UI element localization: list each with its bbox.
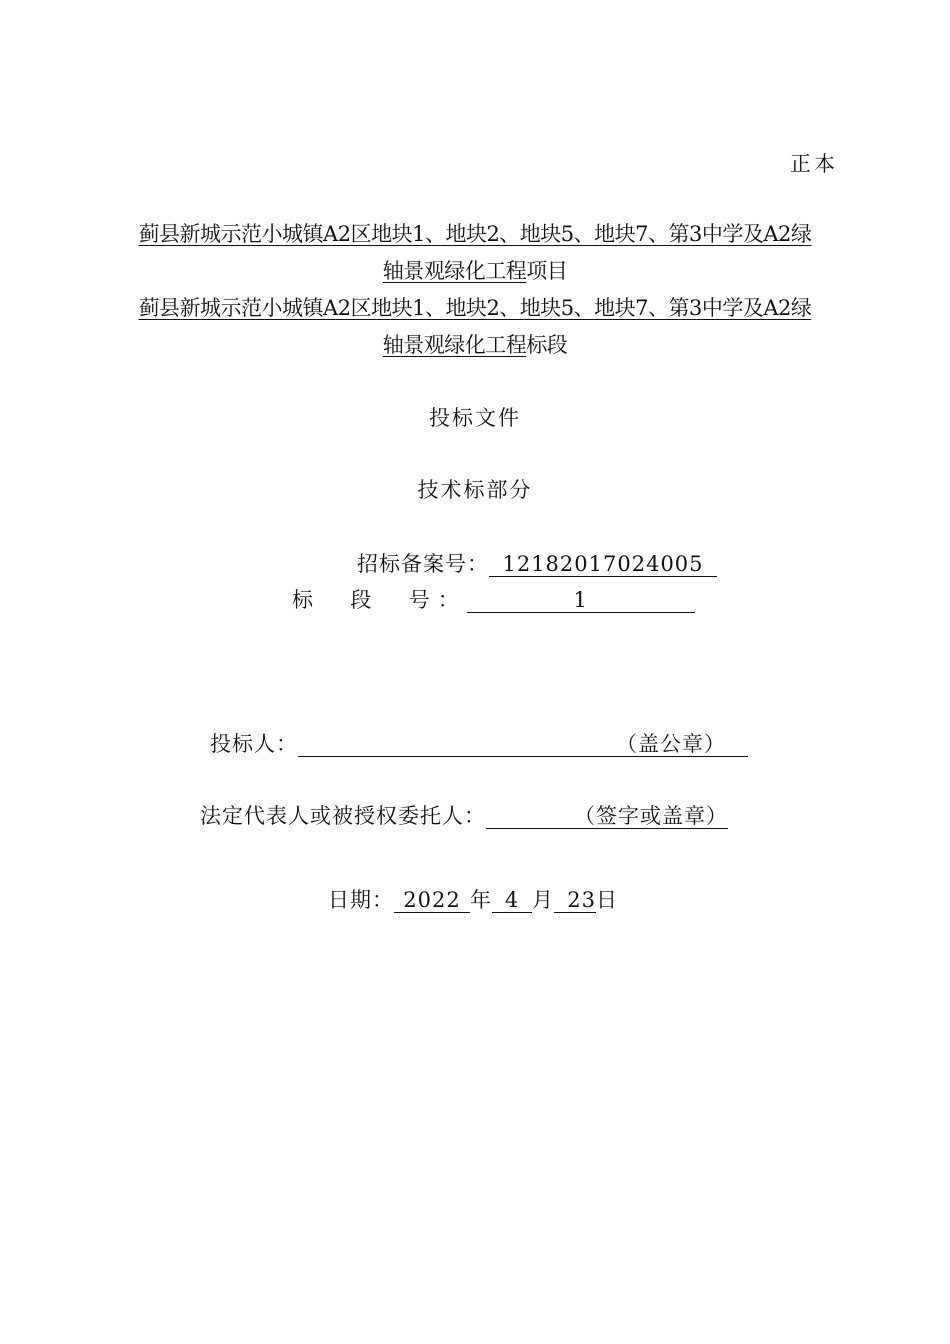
representative-signature-line bbox=[486, 804, 728, 829]
date-year-unit: 年 bbox=[470, 888, 492, 912]
representative-row bbox=[200, 800, 728, 830]
project-title-block bbox=[112, 216, 838, 364]
section-name bbox=[112, 290, 838, 364]
date-year: 2022 bbox=[394, 888, 470, 913]
bidder-label: 投标人： bbox=[210, 732, 298, 756]
bidder-seal-note: （盖公章） bbox=[616, 732, 726, 756]
section-name-line2: 轴景观绿化工程 bbox=[382, 333, 527, 357]
project-name-line2: 轴景观绿化工程 bbox=[382, 259, 527, 283]
project-suffix: 项目 bbox=[526, 259, 568, 283]
project-name-line1: 蓟县新城示范小城镇A2区地块1、地块2、地块5、地块7、第3中学及A2绿 bbox=[138, 222, 812, 246]
bidder-row bbox=[210, 728, 748, 758]
representative-label: 法定代表人或被授权委托人： bbox=[200, 804, 486, 828]
document-type: 投标文件 bbox=[429, 406, 521, 430]
original-copy-mark: 正本 bbox=[790, 152, 838, 176]
date-day: 23 bbox=[554, 888, 596, 913]
date-label: 日期： bbox=[328, 888, 394, 912]
date-month: 4 bbox=[492, 888, 532, 913]
record-number-value: 12182017024005 bbox=[489, 552, 717, 577]
section-suffix: 标段 bbox=[526, 333, 568, 357]
date-day-unit: 日 bbox=[596, 888, 618, 912]
date-month-unit: 月 bbox=[532, 888, 554, 912]
record-number-label: 招标备案号： bbox=[357, 552, 489, 576]
representative-sign-note: （签字或盖章） bbox=[574, 804, 728, 828]
section-number-row bbox=[292, 584, 695, 614]
bidder-signature-line bbox=[298, 732, 748, 757]
section-name-line1: 蓟县新城示范小城镇A2区地块1、地块2、地块5、地块7、第3中学及A2绿 bbox=[138, 296, 812, 320]
document-part: 技术标部分 bbox=[417, 478, 533, 502]
record-number-row bbox=[357, 548, 717, 578]
section-number-value: 1 bbox=[467, 588, 695, 613]
date-row bbox=[328, 884, 618, 914]
project-name bbox=[112, 216, 838, 290]
section-number-label: 标 段 号： bbox=[292, 588, 467, 612]
